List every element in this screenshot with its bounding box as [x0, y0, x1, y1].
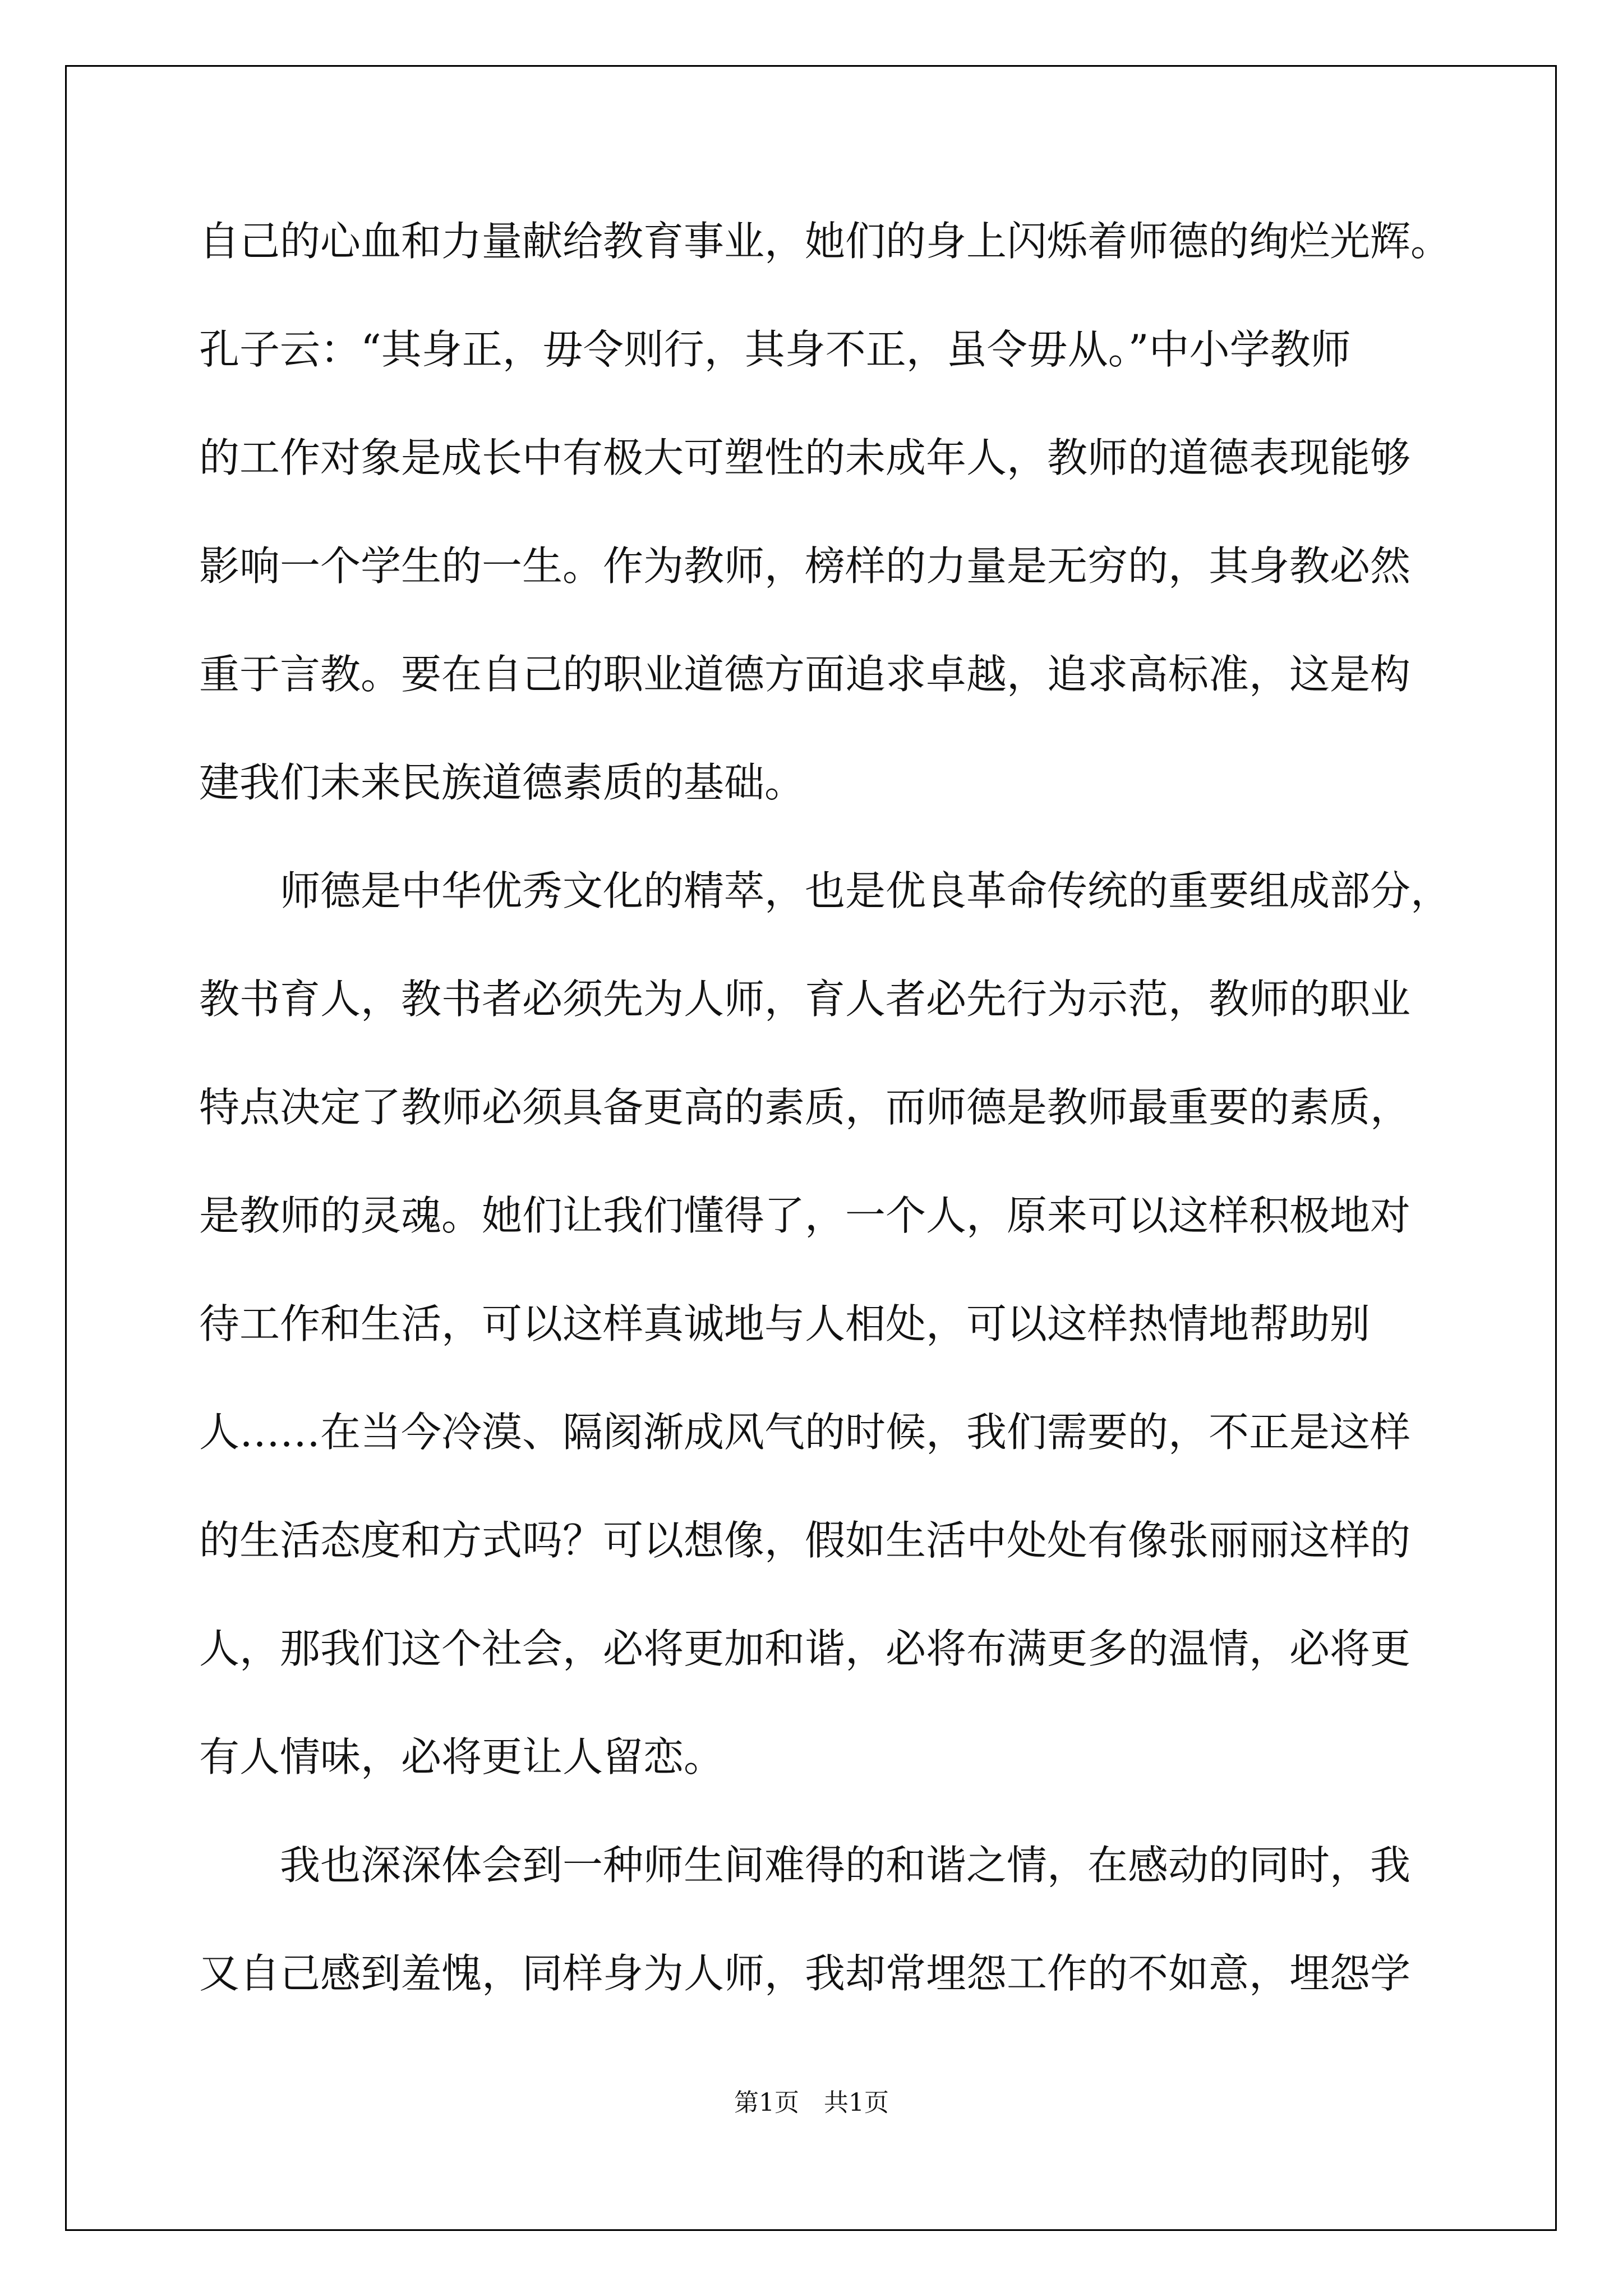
- text-line: 又自己感到羞愧，同样身为人师，我却常埋怨工作的不如意，埋怨学: [199, 1950, 1411, 1997]
- page-number-footer: 第1页 共1页: [734, 2088, 889, 2117]
- text-line: 待工作和生活，可以这样真诚地与人相处，可以这样热情地帮助别: [199, 1300, 1371, 1347]
- text-line: 是教师的灵魂。她们让我们懂得了，一个人，原来可以这样积极地对: [199, 1192, 1411, 1239]
- text-line: 的工作对象是成长中有极大可塑性的未成年人，教师的道德表现能够: [199, 434, 1411, 481]
- document-body: [199, 208, 1451, 2048]
- text-line: 人，那我们这个社会，必将更加和谐，必将布满更多的温情，必将更: [199, 1625, 1411, 1672]
- text-line: 教书育人，教书者必须先为人师，育人者必先行为示范，教师的职业: [199, 976, 1411, 1023]
- text-line: 特点决定了教师必须具备更高的素质，而师德是教师最重要的素质，: [199, 1084, 1411, 1131]
- text-line: 影响一个学生的一生。作为教师，榜样的力量是无穷的，其身教必然: [199, 542, 1411, 590]
- text-line: 有人情味，必将更让人留恋。: [199, 1733, 725, 1780]
- text-line: 我也深深体会到一种师生间难得的和谐之情，在感动的同时，我: [199, 1842, 1411, 1889]
- text-line: 人……在当今冷漠、隔阂渐成风气的时候，我们需要的，不正是这样: [199, 1409, 1411, 1456]
- text-line: 自己的心血和力量献给教育事业，她们的身上闪烁着师德的绚烂光辉。: [199, 218, 1451, 265]
- text-line: 建我们未来民族道德素质的基础。: [199, 759, 805, 806]
- text-line: 师德是中华优秀文化的精萃，也是优良革命传统的重要组成部分，: [199, 867, 1451, 914]
- text-line: 的生活态度和方式吗？可以想像，假如生活中处处有像张丽丽这样的: [199, 1517, 1411, 1564]
- text-line: 孔子云：“其身正，毋令则行，其身不正，虽令毋从。”中小学教师: [199, 326, 1351, 373]
- text-line: 重于言教。要在自己的职业道德方面追求卓越，追求高标准，这是构: [199, 651, 1411, 698]
